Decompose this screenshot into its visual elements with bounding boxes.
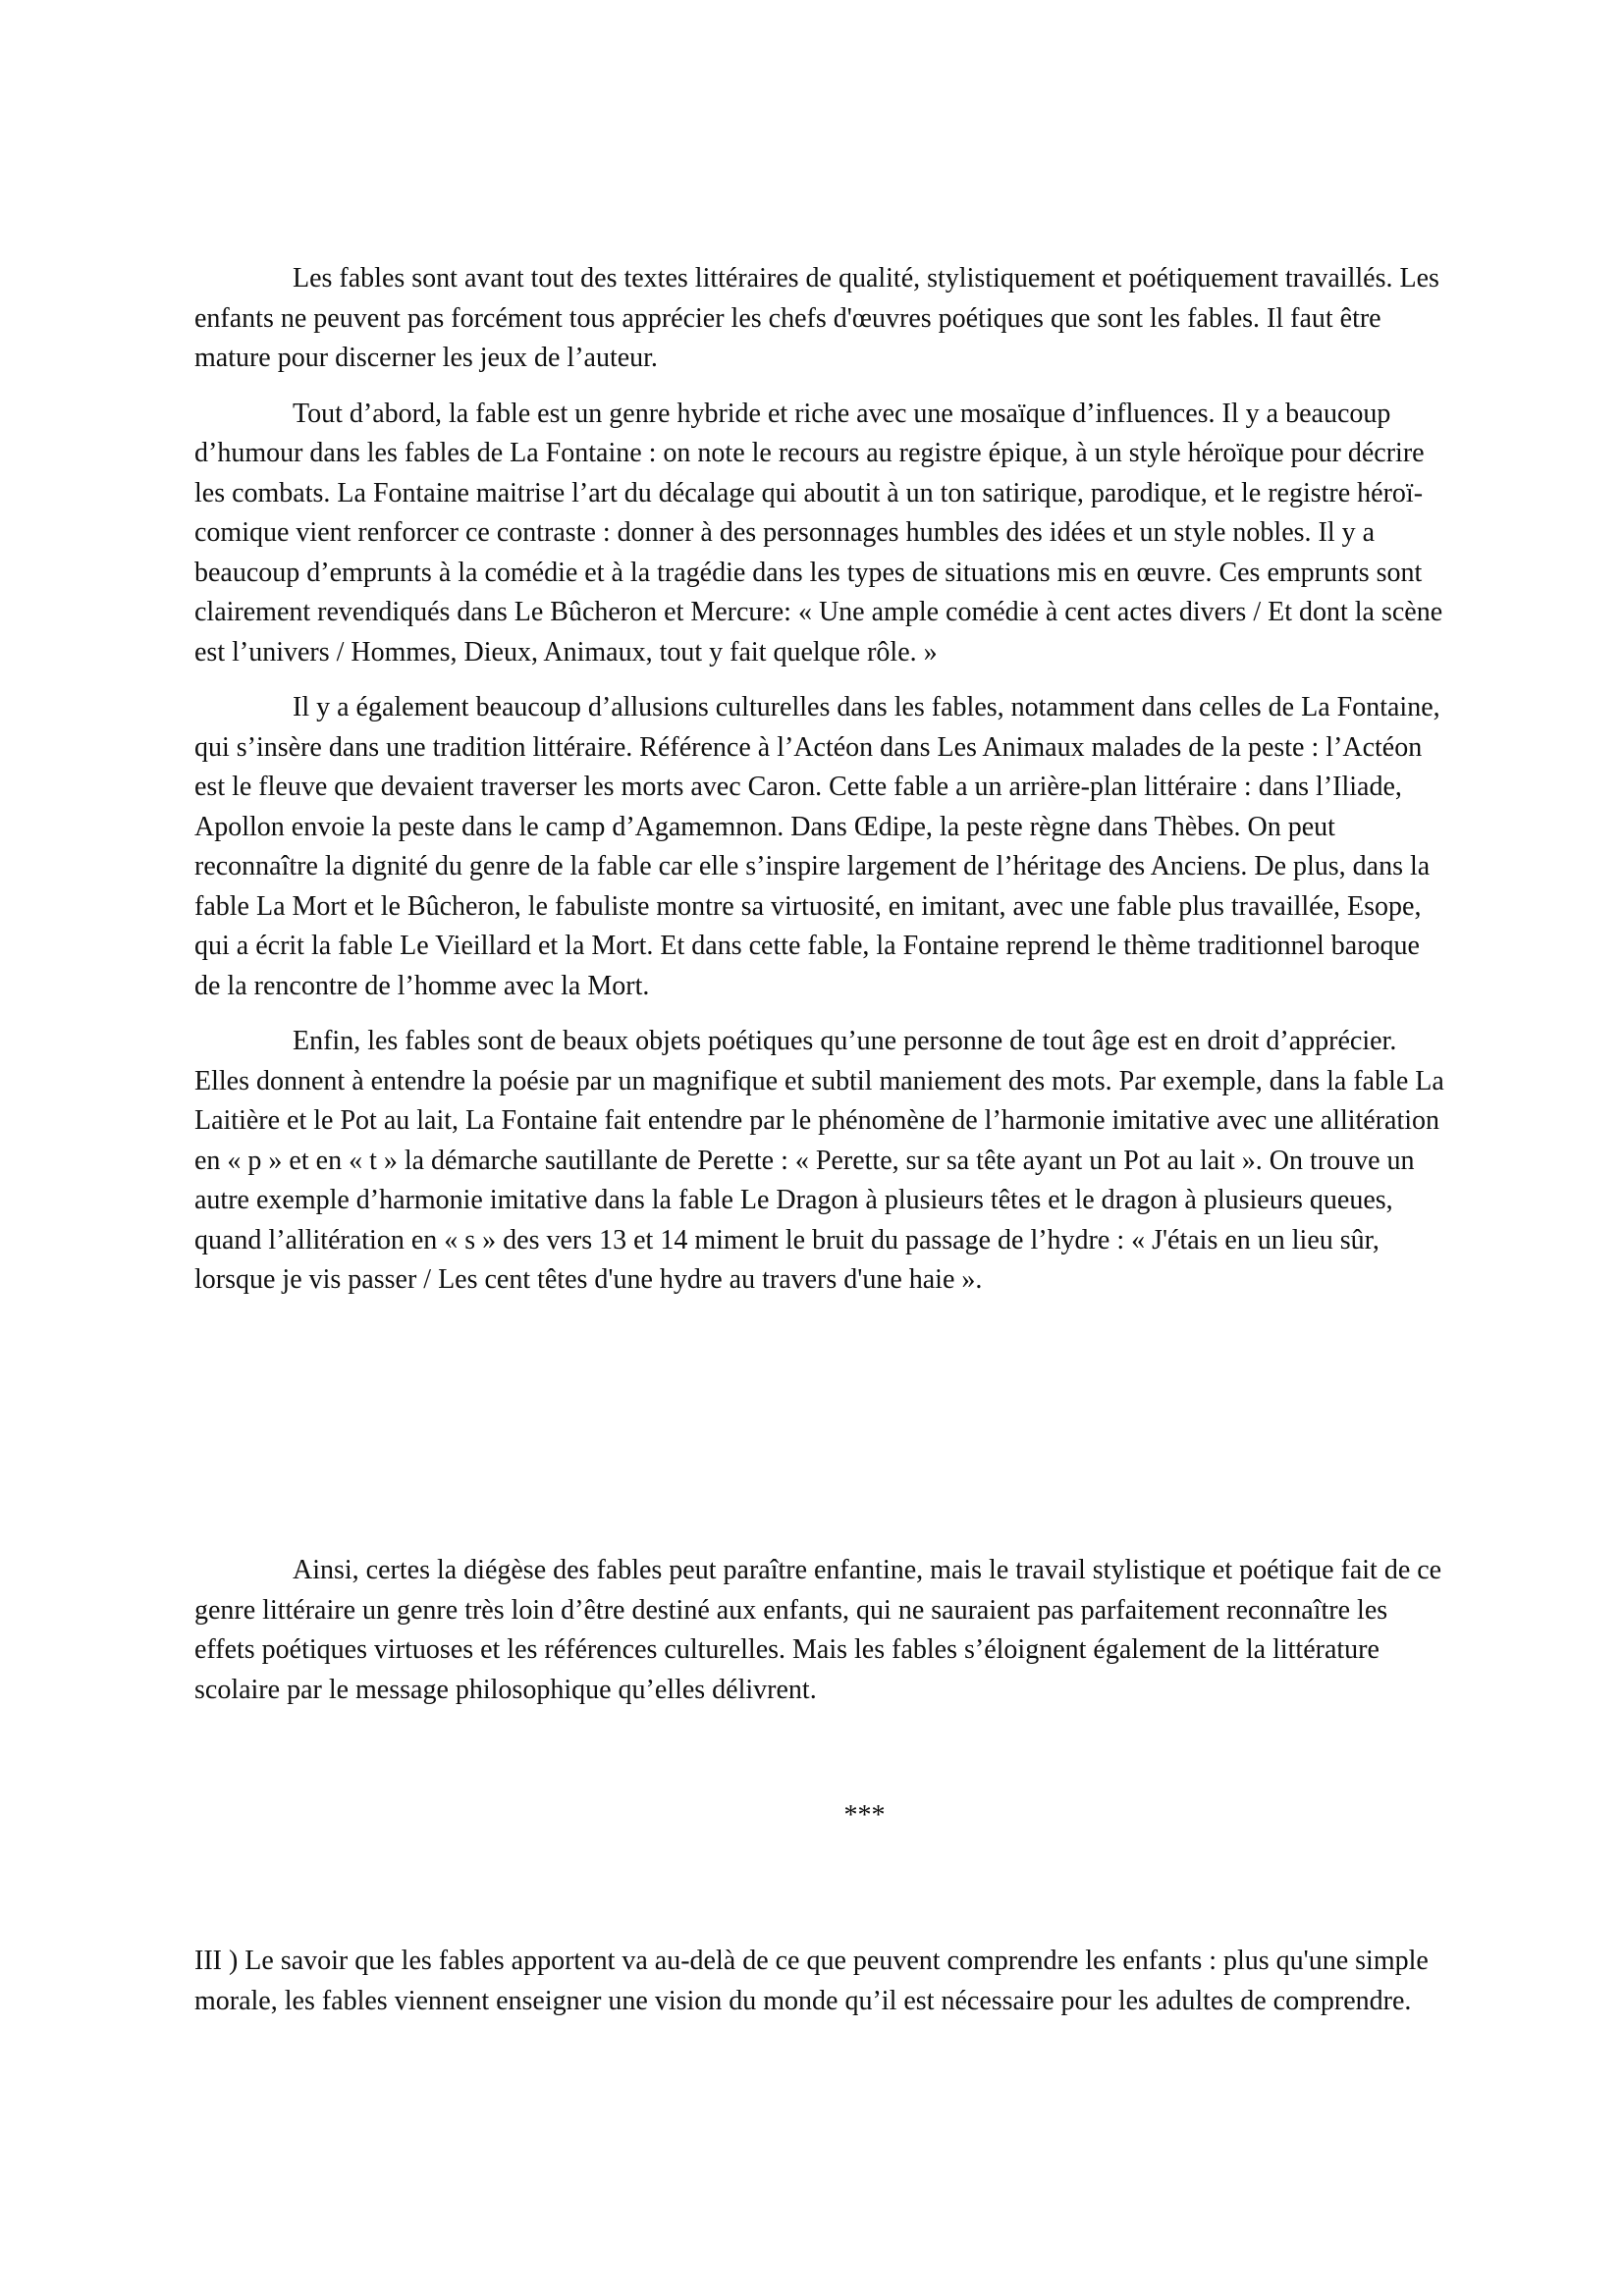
paragraph-poetic-objects: Enfin, les fables sont de beaux objets poétiques qu’une personne de tout âge est en droit d’apprécier. Elles donnent à entendre la poésie par un magnifique et subtil maniement des mots. Par exemple, dans la fable La Laitière et le Pot au lait, La Fontaine fait entendre par le phénomène de l’harmonie imitative avec une allitération en « p » et en « t » la démarche sautillante de Perette : « Perette, sur sa tête ayant un Pot au lait ». On trouve un autre exemple d’harmonie imitative dans la fable Le Dragon à plusieurs têtes et le dragon à plusieurs queues, quand l’allitération en « s » des vers 13 et 14 miment le bruit du passage de l’hydre : « J'étais en un lieu sûr, lorsque je vis passer / Les cent têtes d'une hydre au travers d'une haie ». [194,1026,1444,1295]
section-separator: *** [843,1800,886,1831]
section-heading-block [194,1942,1447,2021]
paragraph-conclusion: Ainsi, certes la diégèse des fables peut paraître enfantine, mais le travail stylistique et poétique fait de ce genre littéraire un genre très loin d’être destiné aux enfants, qui ne sauraient pas parfaitement reconnaître les effets poétiques virtuoses et les références culturelles. Mais les fables s’éloignent également de la littérature scolaire par le message philosophique qu’elles délivrent. [194,1555,1442,1705]
paragraph-intro: Les fables sont avant tout des textes littéraires de qualité, stylistiquement et poétiquement travaillés. Les enfants ne peuvent pas forcément tous apprécier les chefs d'œuvres poétiques que sont les fables. Il faut être mature pour discerner les jeux de l’auteur. [194,263,1439,373]
body-text-block [194,259,1447,1301]
paragraph-cultural-allusions: Il y a également beaucoup d’allusions culturelles dans les fables, notamment dans celles de La Fontaine, qui s’insère dans une tradition littéraire. Référence à l’Actéon dans Les Animaux malades de la peste : l’Actéon est le fleuve que devaient traverser les morts avec Caron. Cette fable a un arrière-plan littéraire : dans l’Iliade, Apollon envoie la peste dans le camp d’Agamemnon. Dans Œdipe, la peste règne dans Thèbes. On peut reconnaître la dignité du genre de la fable car elle s’inspire largement de l’héritage des Anciens. De plus, dans la fable La Mort et le Bûcheron, le fabuliste montre sa virtuosité, en imitant, avec une fable plus travaillée, Esope, qui a écrit la fable Le Vieillard et la Mort. Et dans cette fable, la Fontaine reprend le thème traditionnel baroque de la rencontre de l’homme avec la Mort. [194,692,1440,1001]
section-heading: III ) Le savoir que les fables apportent va au-delà de ce que peuvent comprendre les enfants : plus qu'une simple morale, les fables viennent enseigner une vision du monde qu’il est nécessaire pour les adultes de comprendre. [194,1946,1429,2016]
paragraph-hybrid-genre: Tout d’abord, la fable est un genre hybride et riche avec une mosaïque d’influences. Il y a beaucoup d’humour dans les fables de La Fontaine : on note le recours au registre épique, à un style héroïque pour décrire les combats. La Fontaine maitrise l’art du décalage qui aboutit à un ton satirique, parodique, et le registre héroï-comique vient renforcer ce contraste : donner à des personnages humbles des idées et un style nobles. Il y a beaucoup d’emprunts à la comédie et à la tragédie dans les types de situations mis en œuvre. Ces emprunts sont clairement revendiqués dans Le Bûcheron et Mercure: « Une ample comédie à cent actes divers / Et dont la scène est l’univers / Hommes, Dieux, Animaux, tout y fait quelque rôle. » [194,398,1443,667]
conclusion-text-block [194,1551,1447,1710]
